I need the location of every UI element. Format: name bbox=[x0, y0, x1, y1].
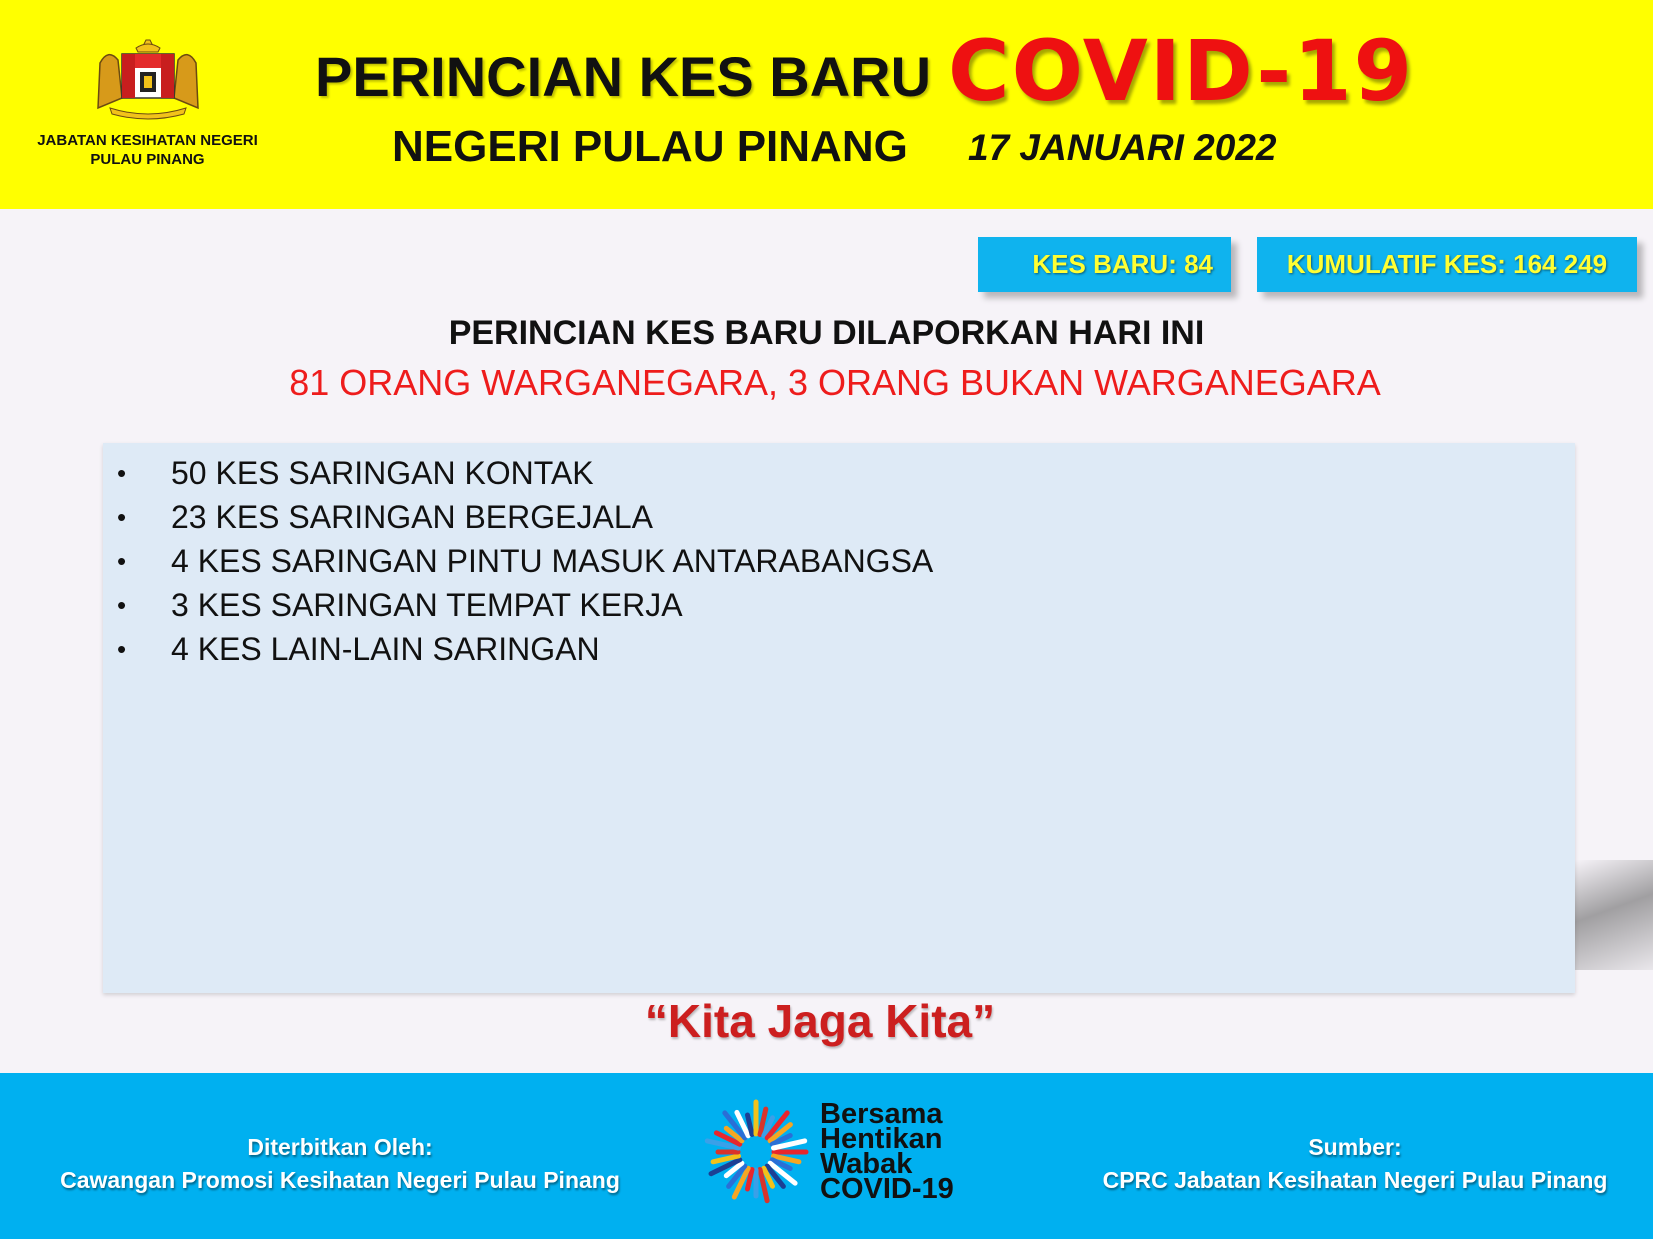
state-title: NEGERI PULAU PINANG bbox=[392, 122, 908, 171]
panel-shadow bbox=[1575, 860, 1653, 970]
agency-name bbox=[20, 131, 275, 169]
new-cases-text: KES BARU: 84 bbox=[1032, 249, 1213, 279]
new-cases-badge bbox=[978, 237, 1231, 292]
campaign-line-2: Hentikan bbox=[820, 1123, 943, 1155]
report-date: 17 JANUARI 2022 bbox=[968, 127, 1277, 168]
agency-line-2: PULAU PINANG bbox=[90, 151, 205, 168]
case-item-text: 50 KES SARINGAN KONTAK bbox=[171, 455, 594, 491]
campaign-logo-text bbox=[820, 1098, 954, 1205]
case-item-text: 4 KES SARINGAN PINTU MASUK ANTARABANGSA bbox=[171, 543, 934, 579]
bullet-icon: • bbox=[117, 502, 127, 532]
agency-line-1: JABATAN KESIHATAN NEGERI bbox=[37, 132, 258, 149]
source-name: CPRC Jabatan Kesihatan Negeri Pulau Pinang bbox=[1102, 1167, 1608, 1193]
bullet-icon: • bbox=[117, 634, 127, 664]
starburst-logo-icon bbox=[700, 1096, 812, 1208]
bullet-icon: • bbox=[117, 546, 127, 576]
publisher-name: Cawangan Promosi Kesihatan Negeri Pulau Pinang bbox=[60, 1167, 620, 1193]
publisher-label: Diterbitkan Oleh: bbox=[247, 1134, 433, 1160]
case-list-panel bbox=[103, 443, 1575, 993]
case-item-text: 4 KES LAIN-LAIN SARINGAN bbox=[171, 631, 600, 667]
bullet-icon: • bbox=[117, 458, 127, 488]
source-label: Sumber: bbox=[1308, 1134, 1402, 1160]
citizenship-breakdown: 81 ORANG WARGANEGARA, 3 ORANG BUKAN WARGANEGARA bbox=[289, 362, 1381, 403]
slogan: “Kita Jaga Kita” bbox=[644, 995, 996, 1047]
summary-heading: PERINCIAN KES BARU DILAPORKAN HARI INI bbox=[448, 314, 1205, 352]
covid-title: COVID-19 bbox=[948, 22, 1415, 120]
bullet-icon: • bbox=[117, 590, 127, 620]
campaign-line-3: Wabak bbox=[820, 1148, 913, 1180]
case-item-text: 3 KES SARINGAN TEMPAT KERJA bbox=[171, 587, 683, 623]
case-item-text: 23 KES SARINGAN BERGEJALA bbox=[171, 499, 653, 535]
campaign-line-4: COVID-19 bbox=[820, 1173, 954, 1205]
page-title: PERINCIAN KES BARU bbox=[315, 45, 932, 108]
campaign-line-1: Bersama bbox=[820, 1098, 943, 1130]
coat-of-arms-icon bbox=[88, 38, 208, 120]
cumulative-cases-badge: KUMULATIF KES: 164 249 bbox=[1257, 237, 1637, 292]
